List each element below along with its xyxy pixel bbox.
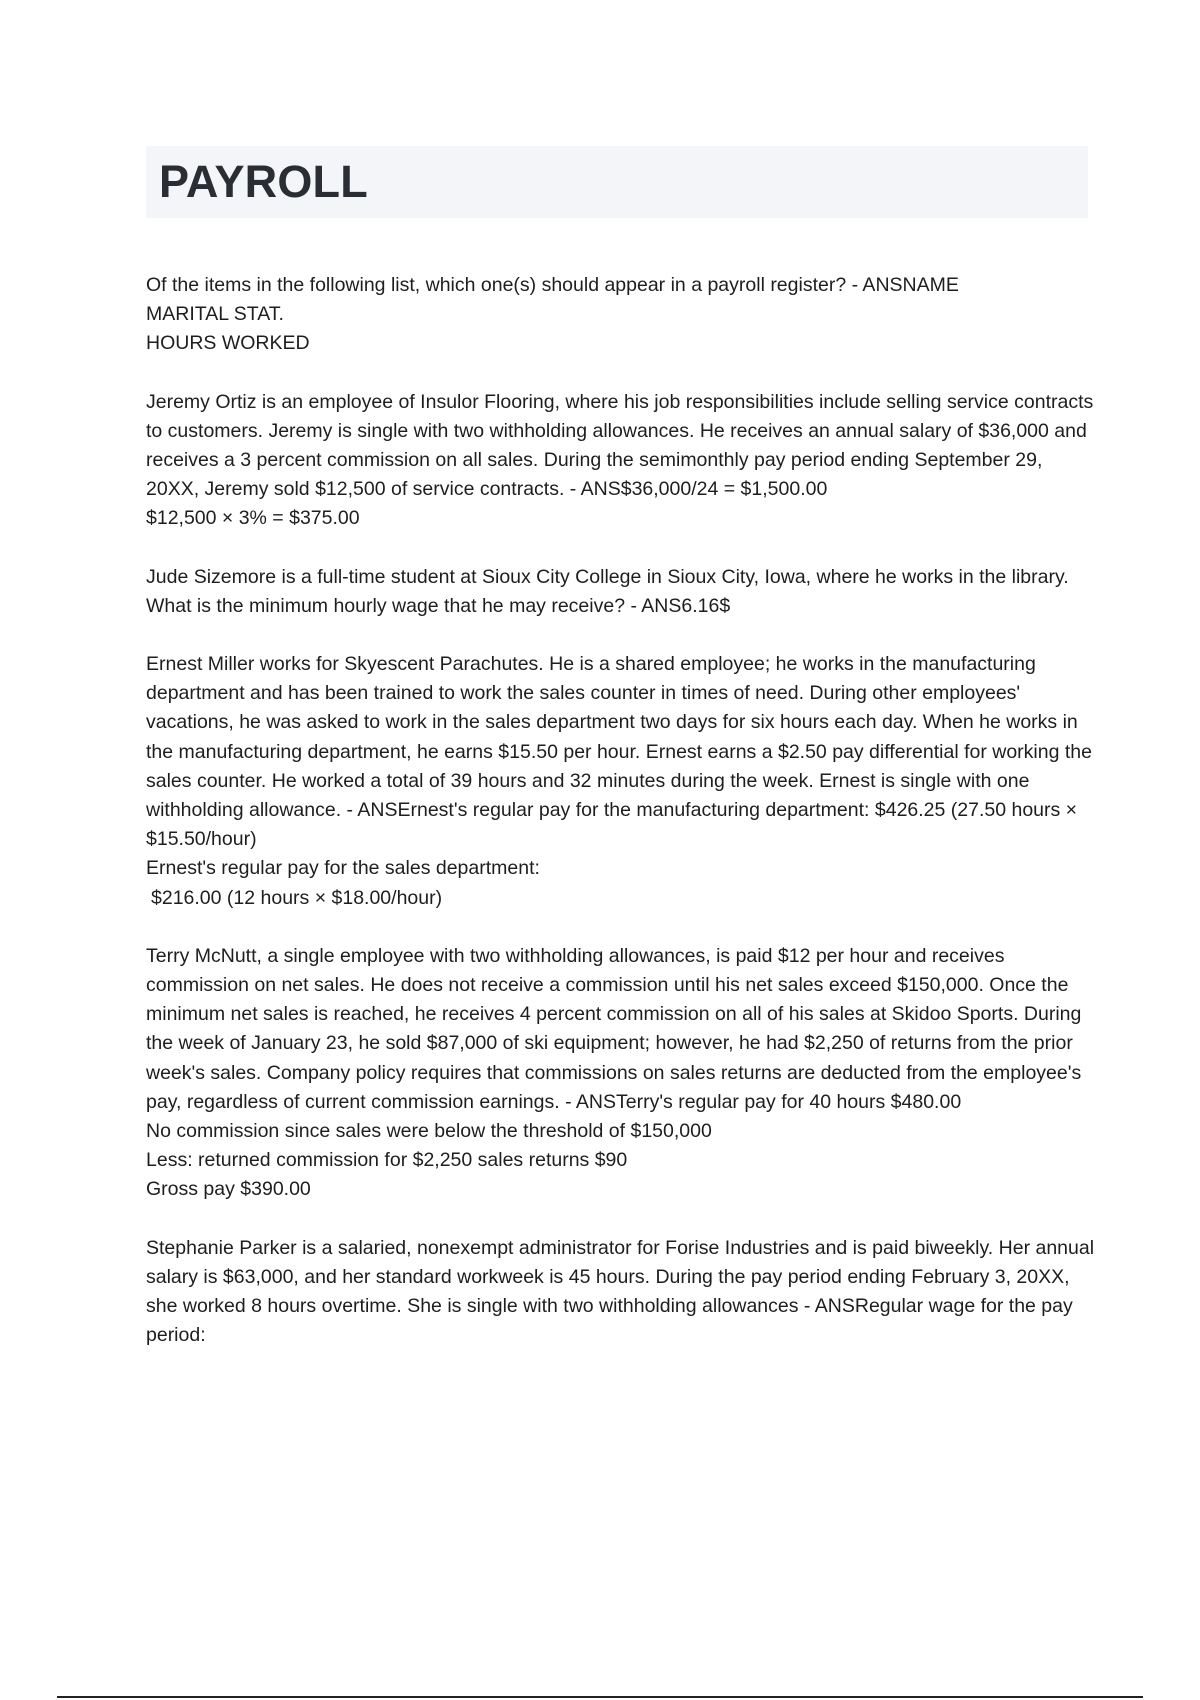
answer-line: $216.00 (12 hours × $18.00/hour)	[151, 886, 443, 909]
answer-line: Ernest's regular pay for the sales department:	[146, 857, 540, 880]
question-text: Jude Sizemore is a full-time student at Sioux City College in Sioux City, Iowa, where he works in the library. What is the minimum hourly wage that he may receive? - ANS	[146, 565, 1069, 617]
answer-line: Less: returned commission for $2,250 sales returns $90	[146, 1149, 628, 1172]
answer-line: MARITAL STAT.	[146, 303, 284, 326]
answer-line: $36,000/24 = $1,500.00	[620, 478, 828, 501]
qa-item	[146, 650, 1096, 913]
answer-line: Regular wage for the pay period:	[146, 1295, 1073, 1347]
answer-line: $12,500 × 3% = $375.00	[146, 507, 360, 530]
answer-line: 6.16$	[681, 594, 731, 617]
answer-line: No commission since sales were below the threshold of $150,000	[146, 1120, 712, 1143]
answer-line: HOURS WORKED	[146, 332, 310, 355]
answer-line: NAME	[902, 274, 959, 296]
qa-item	[146, 1234, 1096, 1351]
qa-item	[146, 388, 1096, 534]
qa-list	[146, 271, 1096, 1380]
qa-item	[146, 563, 1096, 621]
qa-item	[146, 942, 1096, 1205]
page-title: PAYROLL	[159, 156, 368, 207]
answer-line: Ernest's regular pay for the manufacturing department: $426.25 (27.50 hours × $15.50/hour)	[146, 799, 1078, 851]
answer-line: Gross pay $390.00	[146, 1178, 311, 1201]
question-text: Terry McNutt, a single employee with two withholding allowances, is paid $12 per hour and receives commission on net sales. He does not receive a commission until his net sales exceed $150,000. Once the minimum net sales is reached, he receives 4 percent commission on all of his sales at Skidoo Sports. During the week of January 23, he sold $87,000 of ski equipment; however, he had $2,250 of returns from the prior week's sales. Company policy requires that commissions on sales returns are deducted from the employee's pay, regardless of current commission earnings. - ANS	[146, 944, 1082, 1113]
question-text: Of the items in the following list, which one(s) should appear in a payroll register? - ANS	[146, 274, 903, 296]
qa-item	[146, 271, 1096, 359]
title-band	[146, 146, 1088, 218]
page-bottom-rule	[57, 1696, 1143, 1698]
question-text: Ernest Miller works for Skyescent Parachutes. He is a shared employee; he works in the manufacturing department and has been trained to work the sales counter in times of need. During other employees' vacations, he was asked to work in the sales department two days for six hours each day. When he works in the manufacturing department, he earns $15.50 per hour. Ernest earns a $2.50 pay differential for working the sales counter. He worked a total of 39 hours and 32 minutes during the week. Ernest is single with one withholding allowance. - ANS	[146, 653, 1092, 822]
question-text: Jeremy Ortiz is an employee of Insulor Flooring, where his job responsibilities include selling service contracts to customers. Jeremy is single with two withholding allowances. He receives an annual salary of $36,000 and receives a 3 percent commission on all sales. During the semimonthly pay period ending September 29, 20XX, Jeremy sold $12,500 of service contracts. - ANS	[146, 390, 1094, 501]
question-text: Stephanie Parker is a salaried, nonexempt administrator for Forise Industries and is paid biweekly. Her annual salary is $63,000, and her standard workweek is 45 hours. During the pay period ending February 3, 20XX, she worked 8 hours overtime. She is single with two withholding allowances - ANS	[146, 1236, 1095, 1318]
answer-line: Terry's regular pay for 40 hours $480.00	[616, 1090, 962, 1113]
